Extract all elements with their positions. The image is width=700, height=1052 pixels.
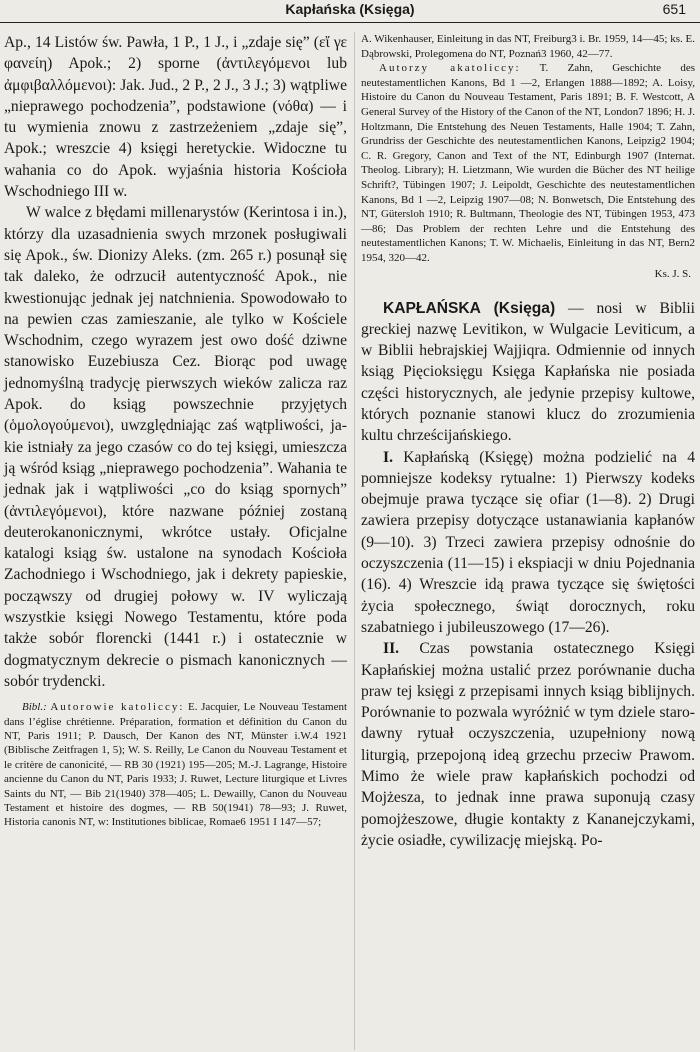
running-title: Kapłańska (Księga) — [285, 1, 415, 17]
bibliography-continuation: A. Wikenhauser, Einleitung in das NT, Freiburg3 i. Br. 1959, 14—45; ks. E. Dąbrowski, Prolegomena do NT, Poznań3 1960, 42—77. — [361, 33, 695, 60]
section-text: Kapłańską (Księgę) można podzielić na 4 pomniejsze kodeksy rytualne: 1) Pierwszy kodeks obejmuje prawa tyczące się ofiar (1—8). 2) Drugi zawiera przepisy dotyczące ustanawiania kapłanów (9—10). 3) Trzeci zawiera przepisy odnośnie do oczyszczenia (11—15) i ekspiacji w dniu Pojednania (16). 4) Wreszcie idą prawa tyczące się świętości życia społecznego, świąt dorocznych, roku szabatniego i jubileuszowego (17—26). — [361, 448, 695, 636]
column-divider — [354, 32, 355, 1050]
page-number: 651 — [662, 1, 686, 17]
section-2 — [361, 638, 695, 851]
section-text: Czas powstania ostatecznego Księgi Kapłańskiej można ustalić przez porównanie ducha praw tej księgi z przepisami innych ksiąg biblijnych. Porównanie to pozwala wyróżnić w tym dziele starodawny rytuał oczyszczenia, uzupełniony nową liturgią, przepojoną ideą grzechu przeciw Prawom. Mimo że wiele praw kapłańskich pochodzi od Mojżesza, to jednak inne prawa suponują czasy pomojżeszowe, długie kontakty z Kananejczykami, życie osiadłe, cywilizację miejską. Po- — [361, 640, 695, 849]
entry-kaplanska — [361, 298, 695, 852]
author-signature: Ks. J. S. — [654, 267, 691, 280]
page-header — [0, 0, 700, 23]
section-1 — [361, 447, 695, 639]
entry-intro — [361, 298, 695, 447]
right-column — [361, 32, 695, 851]
entry-intro-text: — nosi w Biblii greckiej nazwę Levitikon, w Wulgacie Leviticum, a w Biblii hebrajskiej Wajjiqra. Odmiennie od innych ksiąg Pięcioksięgu Księga Kapłańska nie posiada części historycznych, ale jedynie przepisy kultowe, których poznanie stanowi klucz do zrozumienia kultu chrześcijańskiego. — [361, 299, 695, 445]
bibliography-noncatholic — [361, 61, 695, 265]
bibliography-catholic — [4, 700, 347, 830]
bibliography-heading: Autorowie katoliccy: — [50, 701, 185, 714]
bibliography-label: Bibl.: — [22, 701, 47, 714]
left-body — [4, 32, 347, 692]
section-number: II. — [383, 640, 400, 658]
paragraph-continuation: Ap., 14 Listów św. Pawła, 1 P., 1 J., i „zdaje się” (εἴ γε φανείη) Apok.; 2) sporne (ἀντιλεγόμενοι lub ἀμφιβαλλόμενοι): Jak. Jud., 2 P., 2 J., 3 J.; 3) wątpliwe „nieprawego pochodzenia”, podstawione (νόθα) — i tu wymienia znowu z zastrzeżeniem „zdaje się”, Apok.; wreszcie 4) księgi heretyckie. Widoczne tu wahania co do Apok. wyjaśnia historia Kościoła Wschodniego III w. — [4, 34, 347, 201]
bibliography-heading: Autorzy akatoliccy: — [379, 62, 521, 75]
left-column — [4, 32, 347, 830]
paragraph-millenarists: W walce z błędami millenarystów (Kerintosa i in.), którzy dla uzasadnienia swych mrzonek posługiwali się Apok., św. Dionizy Aleks. (zm. 265 r.) posunął się tak daleko, że odrzucił autentyczność Apok., nie kwestionując jednak jej natchnienia. Spowodowało to na pewien czas zamieszanie, ale tylko w Kościele Wschodnim, czego wyrazem jest owo dość dziwne stanowisko Euzebiusza Cez. Biorąc pod uwagę jednomyślną tradycję pierwszych wieków zalicza raz Apok. do ksiąg powszechnie przyjętych (ὁμολογούμενοι), uwzględniając zaś wątpliwości, jakie istniały za jego czasów co do tej księgi, umieszcza ją wśród ksiąg „nieprawego pochodzenia”. Wahania te jednak jak i wątpliwości „co do ksiąg spornych” (ἀντιλεγόμενοι), które nazwane później zostaną deuterokanonicznymi, wkrótce ustały. Oficjalne katalogi ksiąg św. ustalone na synodach Kościoła Zachodniego i Wschodniego, jak i dekrety papieskie, począwszy od drugiej połowy w. IV wyliczają wszystkie księgi Nowego Testamentu, które poda także sobór florencki (1441 r.) i ostatecznie w dogmatycznym dekrecie o pismach kanonicznych — sobór trydencki. — [4, 204, 347, 690]
bibliography-text: T. Zahn, Geschichte des neutestamentlichen Kanons, Bd 1 —2, Erlangen 1888—1892; A. Loisy, Histoire du Canon du Nouveau Testament, Paris 1891; B. F. Westcott, A General Survey of the History of the Canon of the NT, London7 1896; H. J. Holtzmann, Die Entstehung des Neuen Testaments, Halle 1904; T. Zahn, Grundriss der Geschichte des neutestamentlichen Kanons, Leipzig2 1904; C. R. Gregory, Canon and Text of the NT, Edinburgh 1907 (Internat. Theolog. Library); H. Lietzmann, Wie wurden die Bücher des NT heilige Schrift?, Tübingen 1907; J. Leipoldt, Geschichte des neutestamentlichen Kanons, Bd 1 —2, Leipzig 1907—08; N. Bonwetsch, Die Entstehung des NT, Gütersloh 1910; R. Bultmann, Theologie des NT, Tübingen 1953, 473—86; Das Problem der rechten Lehre und die Entstehung des neutestamentlichen Kanons; T. W. Michaelis, Einleitung in das NT, Bern2 1954, 320—42. — [361, 62, 695, 264]
section-number: I. — [383, 448, 393, 466]
entry-headword: KAPŁAŃSKA (Księga) — [383, 299, 556, 317]
bibliography-text: E. Jacquier, Le Nouveau Testament dans l’église chrétienne. Préparation, formation et définition du Canon du NT, Paris 1911; P. Dausch, Der Kanon des NT, Münster i.W.4 1921 (Biblische Zeitfragen 1, 5); W. S. Reilly, Le Canon du Nouveau Testament et le critère de canonicité, — RB 30 (1921) 195—205; M.-J. Lagrange, Histoire ancienne du Canon du NT, Paris 1933; J. Ruwet, Lecture liturgique et Livres Saints du NT, — Bib 21(1940) 378—405; L. Dewailly, Canon du Nouveau Testament et histoire des dogmes, — RB 50(1941) 78—93; J. Ruwet, Historia canonis NT, w: Institutiones biblicae, Romae6 1951 I 147—57; — [4, 701, 348, 829]
